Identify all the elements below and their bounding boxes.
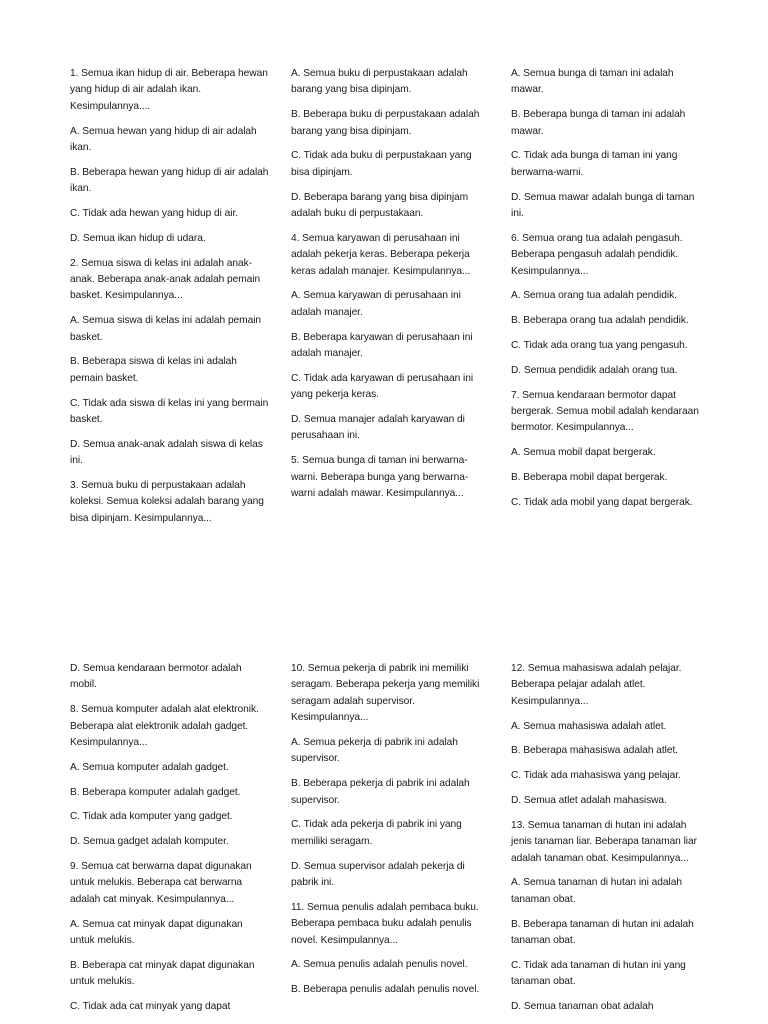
question-12-option-c: C. Tidak ada mahasiswa yang pelajar. (511, 770, 681, 782)
question-2-text: 2. Semua siswa di kelas ini adalah anak-anak. Beberapa anak-anak adalah pemain basket. Kesimpulannya... (70, 257, 261, 302)
text-column-1 (70, 661, 270, 1024)
question-3-text: 3. Semua buku di perpustakaan adalah koleksi. Semua koleksi adalah barang yang bisa dipinjam. Kesimpulannya... (70, 480, 264, 524)
question-9-text: 9. Semua cat berwarna dapat digunakan untuk melukis. Beberapa cat berwarna adalah cat minyak. Kesimpulannya... (70, 861, 252, 905)
question-10-option-b: B. Beberapa pekerja di pabrik ini adalah supervisor. (291, 778, 470, 806)
question-1-option-a: A. Semua hewan yang hidup di air adalah ikan. (70, 125, 257, 154)
question-8-option-c: C. Tidak ada komputer yang gadget. (70, 811, 233, 823)
question-13-option-c: C. Tidak ada tanaman di hutan ini yang tanaman obat. (511, 959, 686, 988)
question-5-option-c: C. Tidak ada bunga di taman ini yang berwarna-warni. (511, 150, 678, 178)
question-7-option-c: C. Tidak ada mobil yang dapat bergerak. (511, 496, 693, 508)
question-9-option-c: C. Tidak ada cat minyak yang dapat (70, 1001, 231, 1013)
text-column-1 (70, 66, 270, 536)
question-2-option-a: A. Semua siswa di kelas ini adalah pemain basket. (70, 315, 262, 343)
question-8-text: 8. Semua komputer adalah alat elektronik. Beberapa alat elektronik adalah gadget. Kesimpulannya... (70, 704, 259, 749)
question-10-option-c: C. Tidak ada pekerja di pabrik ini yang memiliki seragam. (291, 819, 462, 847)
question-3-option-b: B. Beberapa buku di perpustakaan adalah barang yang bisa dipinjam. (291, 109, 480, 137)
question-10-text: 10. Semua pekerja di pabrik ini memiliki seragam. Beberapa pekerja yang memiliki seragam adalah supervisor. Kesimpulannya... (291, 663, 480, 724)
question-2-option-c: C. Tidak ada siswa di kelas ini yang bermain basket. (70, 397, 269, 426)
question-2-option-d: D. Semua anak-anak adalah siswa di kelas ini. (70, 438, 263, 467)
question-13-option-b: B. Beberapa tanaman di hutan ini adalah tanaman obat. (511, 918, 694, 947)
question-6-option-b: B. Beberapa orang tua adalah pendidik. (511, 315, 689, 327)
question-2-option-b: B. Beberapa siswa di kelas ini adalah pemain basket. (70, 356, 237, 384)
text-column-2 (291, 661, 491, 1007)
question-4-option-b: B. Beberapa karyawan di perusahaan ini adalah manajer. (291, 331, 473, 360)
question-5-text: 5. Semua bunga di taman ini berwarna-warni. Beberapa bunga yang berwarna-warni adalah mawar. Kesimpulannya... (291, 455, 469, 500)
question-7-option-a: A. Semua mobil dapat bergerak. (511, 447, 656, 459)
text-column-3 (511, 66, 707, 520)
question-3-option-a: A. Semua buku di perpustakaan adalah barang yang bisa dipinjam. (291, 68, 468, 96)
question-12-option-b: B. Beberapa mahasiswa adalah atlet. (511, 745, 679, 757)
question-5-option-b: B. Beberapa bunga di taman ini adalah mawar. (511, 109, 686, 137)
question-3-option-c: C. Tidak ada buku di perpustakaan yang bisa dipinjam. (291, 150, 472, 178)
question-11-text: 11. Semua penulis adalah pembaca buku. Beberapa pembaca buku adalah penulis novel. Kesimpulannya... (291, 901, 479, 946)
question-7-option-b: B. Beberapa mobil dapat bergerak. (511, 472, 668, 484)
question-9-option-b: B. Beberapa cat minyak dapat digunakan untuk melukis. (70, 959, 255, 988)
question-12-text: 12. Semua mahasiswa adalah pelajar. Beberapa pelajar adalah atlet. Kesimpulannya... (511, 663, 682, 707)
question-12-option-d: D. Semua atlet adalah mahasiswa. (511, 795, 667, 806)
text-column-3 (511, 661, 707, 1024)
question-1-option-c: C. Tidak ada hewan yang hidup di air. (70, 208, 239, 220)
question-9-option-a: A. Semua cat minyak dapat digunakan untuk melukis. (70, 918, 243, 947)
question-6-option-a: A. Semua orang tua adalah pendidik. (511, 290, 677, 302)
question-6-text: 6. Semua orang tua adalah pengasuh. Beberapa pengasuh adalah pendidik. Kesimpulannya... (511, 232, 683, 277)
question-13-option-a: A. Semua tanaman di hutan ini adalah tanaman obat. (511, 877, 682, 905)
question-7-text: 7. Semua kendaraan bermotor dapat bergerak. Semua mobil adalah kendaraan bermotor. Kesimpulannya... (511, 389, 699, 434)
question-6-option-d: D. Semua pendidik adalah orang tua. (511, 364, 678, 376)
question-8-option-a: A. Semua komputer adalah gadget. (70, 761, 229, 773)
question-7-option-d: D. Semua kendaraan bermotor adalah mobil. (70, 663, 242, 691)
question-11-option-b: B. Beberapa penulis adalah penulis novel. (291, 984, 480, 996)
question-11-option-a: A. Semua penulis adalah penulis novel. (291, 959, 468, 971)
question-4-option-c: C. Tidak ada karyawan di perusahaan ini yang pekerja keras. (291, 372, 474, 401)
question-1-option-d: D. Semua ikan hidup di udara. (70, 232, 206, 244)
question-3-option-d: D. Beberapa barang yang bisa dipinjam adalah buku di perpustakaan. (291, 191, 469, 220)
question-12-option-a: A. Semua mahasiswa adalah atlet. (511, 720, 667, 732)
question-4-option-a: A. Semua karyawan di perusahaan ini adalah manajer. (291, 290, 461, 318)
question-8-option-b: B. Beberapa komputer adalah gadget. (70, 786, 241, 798)
question-5-option-a: A. Semua bunga di taman ini adalah mawar. (511, 68, 674, 96)
question-13-option-d: D. Semua tanaman obat adalah (511, 1001, 654, 1013)
question-4-text: 4. Semua karyawan di perusahaan ini adalah pekerja keras. Beberapa pekerja keras adalah manajer. Kesimpulannya... (291, 232, 471, 277)
question-10-option-a: A. Semua pekerja di pabrik ini adalah supervisor. (291, 737, 458, 765)
question-6-option-c: C. Tidak ada orang tua yang pengasuh. (511, 340, 688, 352)
question-10-option-d: D. Semua supervisor adalah pekerja di pabrik ini. (291, 860, 465, 889)
question-8-option-d: D. Semua gadget adalah komputer. (70, 836, 229, 848)
text-column-2 (291, 66, 491, 511)
question-13-text: 13. Semua tanaman di hutan ini adalah jenis tanaman liar. Beberapa tanaman liar adalah tanaman obat. Kesimpulannya... (511, 819, 697, 864)
question-1-text: 1. Semua ikan hidup di air. Beberapa hewan yang hidup di air adalah ikan. Kesimpulannya.... (70, 68, 268, 112)
question-4-option-d: D. Semua manajer adalah karyawan di perusahaan ini. (291, 414, 465, 442)
question-1-option-b: B. Beberapa hewan yang hidup di air adalah ikan. (70, 166, 269, 195)
question-5-option-d: D. Semua mawar adalah bunga di taman ini. (511, 191, 695, 220)
